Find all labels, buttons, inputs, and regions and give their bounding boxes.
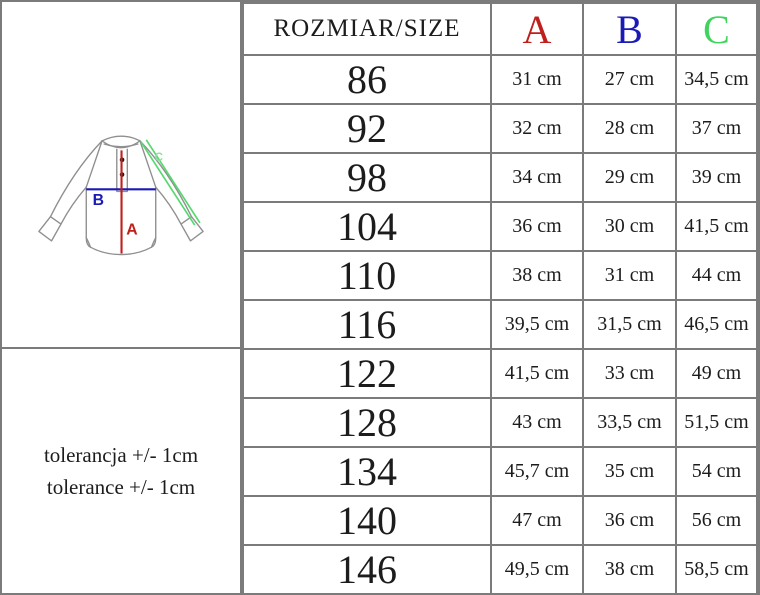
- b-cell: 27 cm: [583, 55, 676, 104]
- size-cell: 140: [243, 496, 491, 545]
- size-cell: 110: [243, 251, 491, 300]
- b-cell: 28 cm: [583, 104, 676, 153]
- table-row: [243, 153, 757, 202]
- size-cell: 134: [243, 447, 491, 496]
- b-cell: 38 cm: [583, 545, 676, 594]
- c-cell: 51,5 cm: [676, 398, 757, 447]
- table-row: [243, 55, 757, 104]
- c-cell: 58,5 cm: [676, 545, 757, 594]
- left-panel: [2, 2, 242, 593]
- table-row: [243, 202, 757, 251]
- b-cell: 30 cm: [583, 202, 676, 251]
- size-cell: 128: [243, 398, 491, 447]
- table-row: [243, 300, 757, 349]
- table-row: [243, 349, 757, 398]
- size-cell: 92: [243, 104, 491, 153]
- c-cell: 34,5 cm: [676, 55, 757, 104]
- a-cell: 45,7 cm: [491, 447, 583, 496]
- c-cell: 54 cm: [676, 447, 757, 496]
- size-table: [242, 2, 758, 595]
- a-cell: 31 cm: [491, 55, 583, 104]
- a-cell: 39,5 cm: [491, 300, 583, 349]
- b-cell: 31 cm: [583, 251, 676, 300]
- c-cell: 44 cm: [676, 251, 757, 300]
- size-column-header: ROZMIAR/SIZE: [243, 3, 491, 55]
- measurement-label-c: C: [154, 151, 164, 164]
- table-row: [243, 251, 757, 300]
- table-row: [243, 104, 757, 153]
- b-cell: 29 cm: [583, 153, 676, 202]
- tolerance-text-pl: tolerancja +/- 1cm: [43, 442, 199, 467]
- c-cell: 56 cm: [676, 496, 757, 545]
- a-cell: 49,5 cm: [491, 545, 583, 594]
- column-header-a: A: [491, 3, 583, 55]
- a-cell: 41,5 cm: [491, 349, 583, 398]
- table-row: [243, 496, 757, 545]
- size-cell: 86: [243, 55, 491, 104]
- shirt-illustration-icon: [21, 126, 221, 261]
- a-cell: 47 cm: [491, 496, 583, 545]
- b-cell: 33,5 cm: [583, 398, 676, 447]
- column-header-c: C: [676, 3, 757, 55]
- table-row: [243, 447, 757, 496]
- c-cell: 39 cm: [676, 153, 757, 202]
- size-cell: 98: [243, 153, 491, 202]
- shirt-diagram-section: [2, 2, 240, 349]
- size-cell: 146: [243, 545, 491, 594]
- tolerance-text-en: tolerance +/- 1cm: [46, 474, 196, 499]
- a-cell: 38 cm: [491, 251, 583, 300]
- b-cell: 35 cm: [583, 447, 676, 496]
- b-cell: 36 cm: [583, 496, 676, 545]
- c-cell: 41,5 cm: [676, 202, 757, 251]
- c-cell: 49 cm: [676, 349, 757, 398]
- size-cell: 104: [243, 202, 491, 251]
- size-cell: 116: [243, 300, 491, 349]
- c-cell: 46,5 cm: [676, 300, 757, 349]
- tolerance-note: [2, 349, 240, 593]
- header-row: [243, 3, 757, 55]
- a-cell: 32 cm: [491, 104, 583, 153]
- a-cell: 34 cm: [491, 153, 583, 202]
- column-header-b: B: [583, 3, 676, 55]
- table-row: [243, 398, 757, 447]
- a-cell: 36 cm: [491, 202, 583, 251]
- b-cell: 31,5 cm: [583, 300, 676, 349]
- a-cell: 43 cm: [491, 398, 583, 447]
- b-cell: 33 cm: [583, 349, 676, 398]
- size-cell: 122: [243, 349, 491, 398]
- c-cell: 37 cm: [676, 104, 757, 153]
- measurement-label-b: B: [92, 192, 104, 210]
- measurement-label-a: A: [126, 221, 138, 239]
- table-row: [243, 545, 757, 594]
